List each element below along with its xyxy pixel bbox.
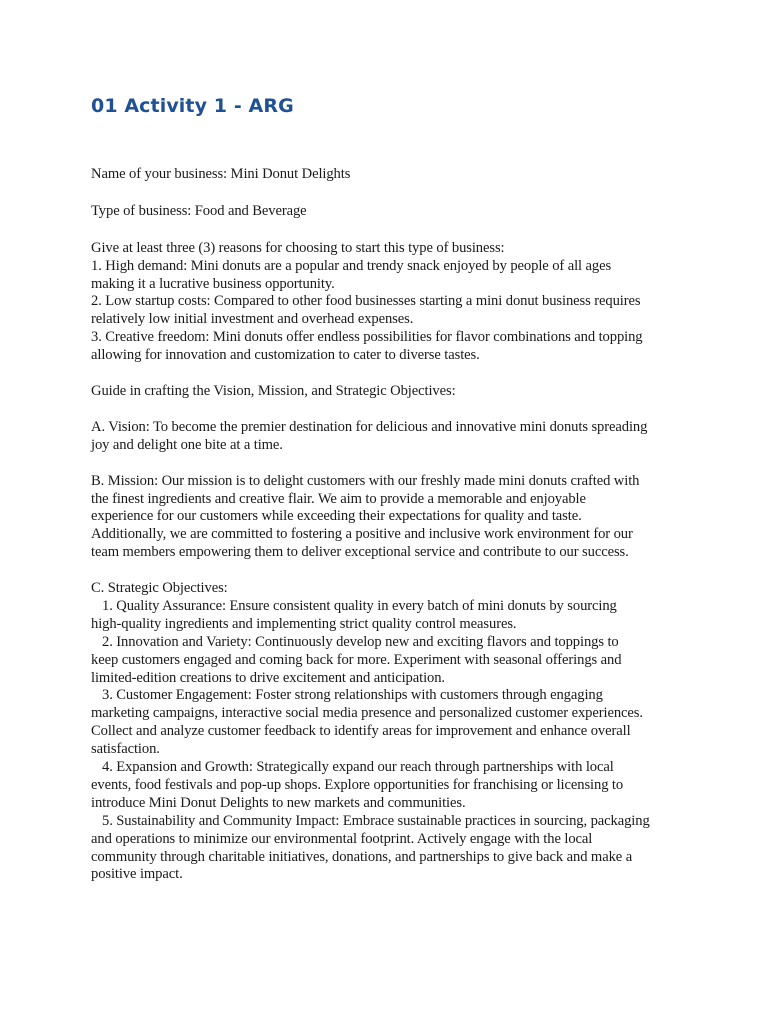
objective-line: 5. Sustainability and Community Impact: Embrace sustainable practices in sourcing, packaging <box>102 812 650 829</box>
spacer <box>91 221 691 240</box>
reasons-prompt: Give at least three (3) reasons for choosing to start this type of business: <box>91 239 505 256</box>
reason-line: making it a lucrative business opportunity. <box>91 275 335 292</box>
reason-line: 1. High demand: Mini donuts are a popular and trendy snack enjoyed by people of all ages <box>91 257 612 274</box>
spacer <box>91 365 691 383</box>
objective-line: positive impact. <box>91 866 183 883</box>
business-type-line: Type of business: Food and Beverage <box>91 202 307 219</box>
objectives-heading: C. Strategic Objectives: <box>91 580 228 597</box>
objective-line: marketing campaigns, interactive social media presence and personalized customer experiences. <box>91 705 643 722</box>
objective-line: 1. Quality Assurance: Ensure consistent quality in every batch of mini donuts by sourcing <box>102 598 617 615</box>
objective-line: high-quality ingredients and implementing strict quality control measures. <box>91 615 517 632</box>
mission-line: Additionally, we are committed to fostering a positive and inclusive work environment for our <box>91 526 633 543</box>
objective-line: satisfaction. <box>91 741 160 758</box>
objective-line: 4. Expansion and Growth: Strategically expand our reach through partnerships with local <box>102 759 614 776</box>
mission-line: the finest ingredients and creative flair. We aim to provide a memorable and enjoyable <box>91 490 586 507</box>
guide-heading: Guide in crafting the Vision, Mission, and Strategic Objectives: <box>91 383 456 400</box>
vision-line: joy and delight one bite at a time. <box>91 436 283 453</box>
spacer <box>91 562 691 580</box>
objective-line: keep customers engaged and coming back for more. Experiment with seasonal offerings and <box>91 651 622 668</box>
mission-line: experience for our customers while exceeding their expectations for quality and taste. <box>91 508 582 525</box>
mission-line: B. Mission: Our mission is to delight customers with our freshly made mini donuts crafted with <box>91 472 640 489</box>
mission-line: team members empowering them to deliver exceptional service and contribute to our success. <box>91 544 629 561</box>
reason-line: 3. Creative freedom: Mini donuts offer endless possibilities for flavor combinations and topping <box>91 329 643 346</box>
objective-line: 3. Customer Engagement: Foster strong relationships with customers through engaging <box>102 687 603 704</box>
document-title: 01 Activity 1 - ARG <box>91 95 294 117</box>
document-body <box>91 166 691 884</box>
vision-line: A. Vision: To become the premier destination for delicious and innovative mini donuts spreading <box>91 418 648 435</box>
objective-line: community through charitable initiatives, donations, and partnerships to give back and make a <box>91 848 633 865</box>
objective-line: limited-edition creations to drive excitement and anticipation. <box>91 669 445 686</box>
objective-line: events, food festivals and pop-up shops. Explore opportunities for franchising or licensing to <box>91 776 624 793</box>
objective-line: Collect and analyze customer feedback to identify areas for improvement and enhance overall <box>91 723 631 740</box>
spacer <box>91 455 691 473</box>
reason-line: relatively low initial investment and overhead expenses. <box>91 311 414 328</box>
business-name-line: Name of your business: Mini Donut Delights <box>91 166 351 182</box>
reason-line: allowing for innovation and customization to cater to diverse tastes. <box>91 347 480 364</box>
reason-line: 2. Low startup costs: Compared to other food businesses starting a mini donut business requires <box>91 293 641 310</box>
objective-line: 2. Innovation and Variety: Continuously develop new and exciting flavors and toppings to <box>102 633 619 650</box>
spacer <box>91 401 691 419</box>
spacer <box>91 184 691 203</box>
objective-line: introduce Mini Donut Delights to new markets and communities. <box>91 794 466 811</box>
objective-line: and operations to minimize our environmental footprint. Actively engage with the local <box>91 830 593 847</box>
